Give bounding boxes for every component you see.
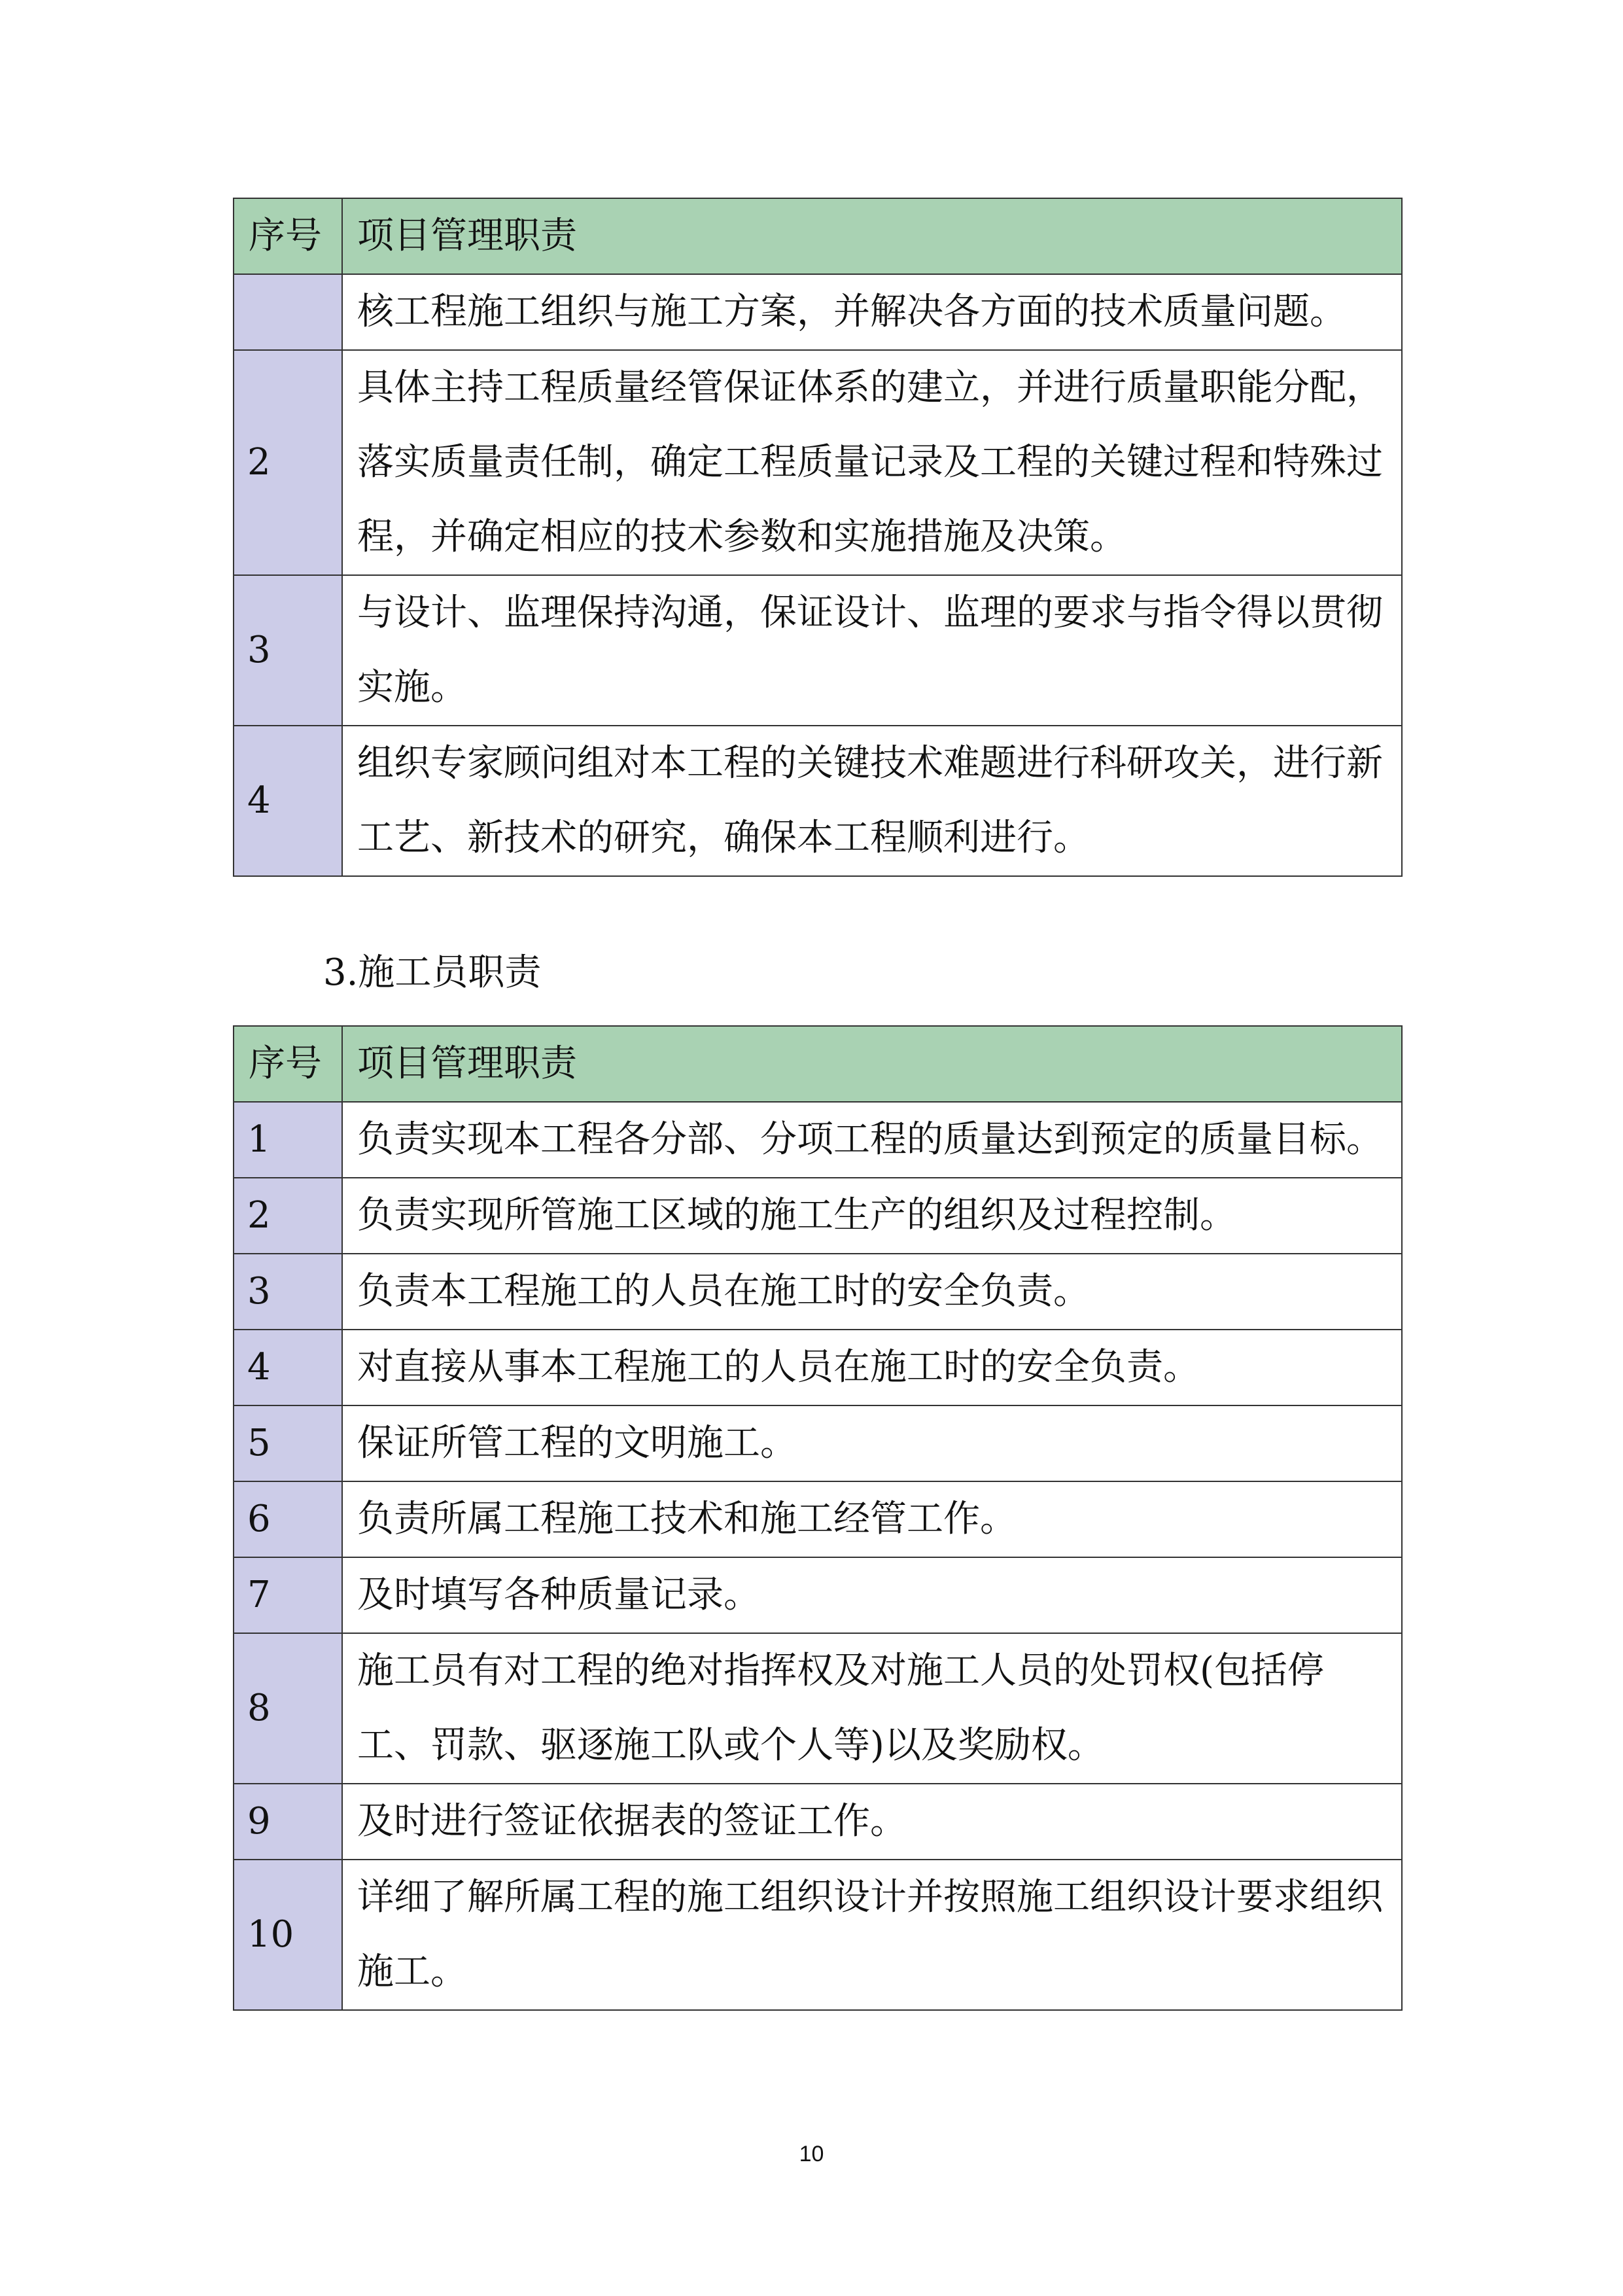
table-row <box>234 1178 1402 1254</box>
row-number: 4 <box>234 1330 342 1405</box>
page-number: 10 <box>799 2142 824 2166</box>
row-description: 核工程施工组织与施工方案，并解决各方面的技术质量问题。 <box>342 274 1402 350</box>
row-description: 与设计、监理保持沟通，保证设计、监理的要求与指令得以贯彻实施。 <box>342 575 1402 726</box>
row-description: 组织专家顾问组对本工程的关键技术难题进行科研攻关，进行新工艺、新技术的研究，确保本工程顺利进行。 <box>342 726 1402 876</box>
table-row <box>234 1784 1402 1860</box>
row-description: 负责所属工程施工技术和施工经管工作。 <box>342 1481 1402 1557</box>
header-responsibility: 项目管理职责 <box>342 1026 1402 1102</box>
row-number: 4 <box>234 726 342 876</box>
row-number: 3 <box>234 575 342 726</box>
header-serial-number: 序号 <box>234 198 342 274</box>
table-row <box>234 575 1402 726</box>
row-number: 8 <box>234 1633 342 1784</box>
table-header-row <box>234 1026 1402 1102</box>
table-row <box>234 1557 1402 1633</box>
header-responsibility: 项目管理职责 <box>342 198 1402 274</box>
responsibility-table-2 <box>233 1025 1403 2011</box>
row-description: 负责实现所管施工区域的施工生产的组织及过程控制。 <box>342 1178 1402 1254</box>
row-number: 3 <box>234 1254 342 1330</box>
responsibility-table-1 <box>233 198 1403 877</box>
table-header-row <box>234 198 1402 274</box>
row-description: 负责本工程施工的人员在施工时的安全负责。 <box>342 1254 1402 1330</box>
table-row <box>234 1254 1402 1330</box>
row-number: 10 <box>234 1860 342 2010</box>
row-description: 保证所管工程的文明施工。 <box>342 1405 1402 1481</box>
table-row <box>234 1102 1402 1178</box>
row-number <box>234 274 342 350</box>
row-number: 9 <box>234 1784 342 1860</box>
row-description: 具体主持工程质量经管保证体系的建立，并进行质量职能分配，落实质量责任制，确定工程质量记录及工程的关键过程和特殊过程，并确定相应的技术参数和实施措施及决策。 <box>342 350 1402 575</box>
row-description: 对直接从事本工程施工的人员在施工时的安全负责。 <box>342 1330 1402 1405</box>
table-row <box>234 1405 1402 1481</box>
row-number: 7 <box>234 1557 342 1633</box>
row-description: 及时填写各种质量记录。 <box>342 1557 1402 1633</box>
row-description: 施工员有对工程的绝对指挥权及对施工人员的处罚权(包括停工、罚款、驱逐施工队或个人等)以及奖励权。 <box>342 1633 1402 1784</box>
row-description: 负责实现本工程各分部、分项工程的质量达到预定的质量目标。 <box>342 1102 1402 1178</box>
row-number: 2 <box>234 1178 342 1254</box>
table-row <box>234 1330 1402 1405</box>
row-number: 5 <box>234 1405 342 1481</box>
table-row <box>234 726 1402 876</box>
table-row <box>234 350 1402 575</box>
row-number: 1 <box>234 1102 342 1178</box>
header-serial-number: 序号 <box>234 1026 342 1102</box>
row-number: 2 <box>234 350 342 575</box>
section-heading: 3.施工员职责 <box>323 951 542 994</box>
row-number: 6 <box>234 1481 342 1557</box>
table-row <box>234 1633 1402 1784</box>
table-row <box>234 1481 1402 1557</box>
row-description: 详细了解所属工程的施工组织设计并按照施工组织设计要求组织施工。 <box>342 1860 1402 2010</box>
row-description: 及时进行签证依据表的签证工作。 <box>342 1784 1402 1860</box>
table-row <box>234 1860 1402 2010</box>
table-row <box>234 274 1402 350</box>
